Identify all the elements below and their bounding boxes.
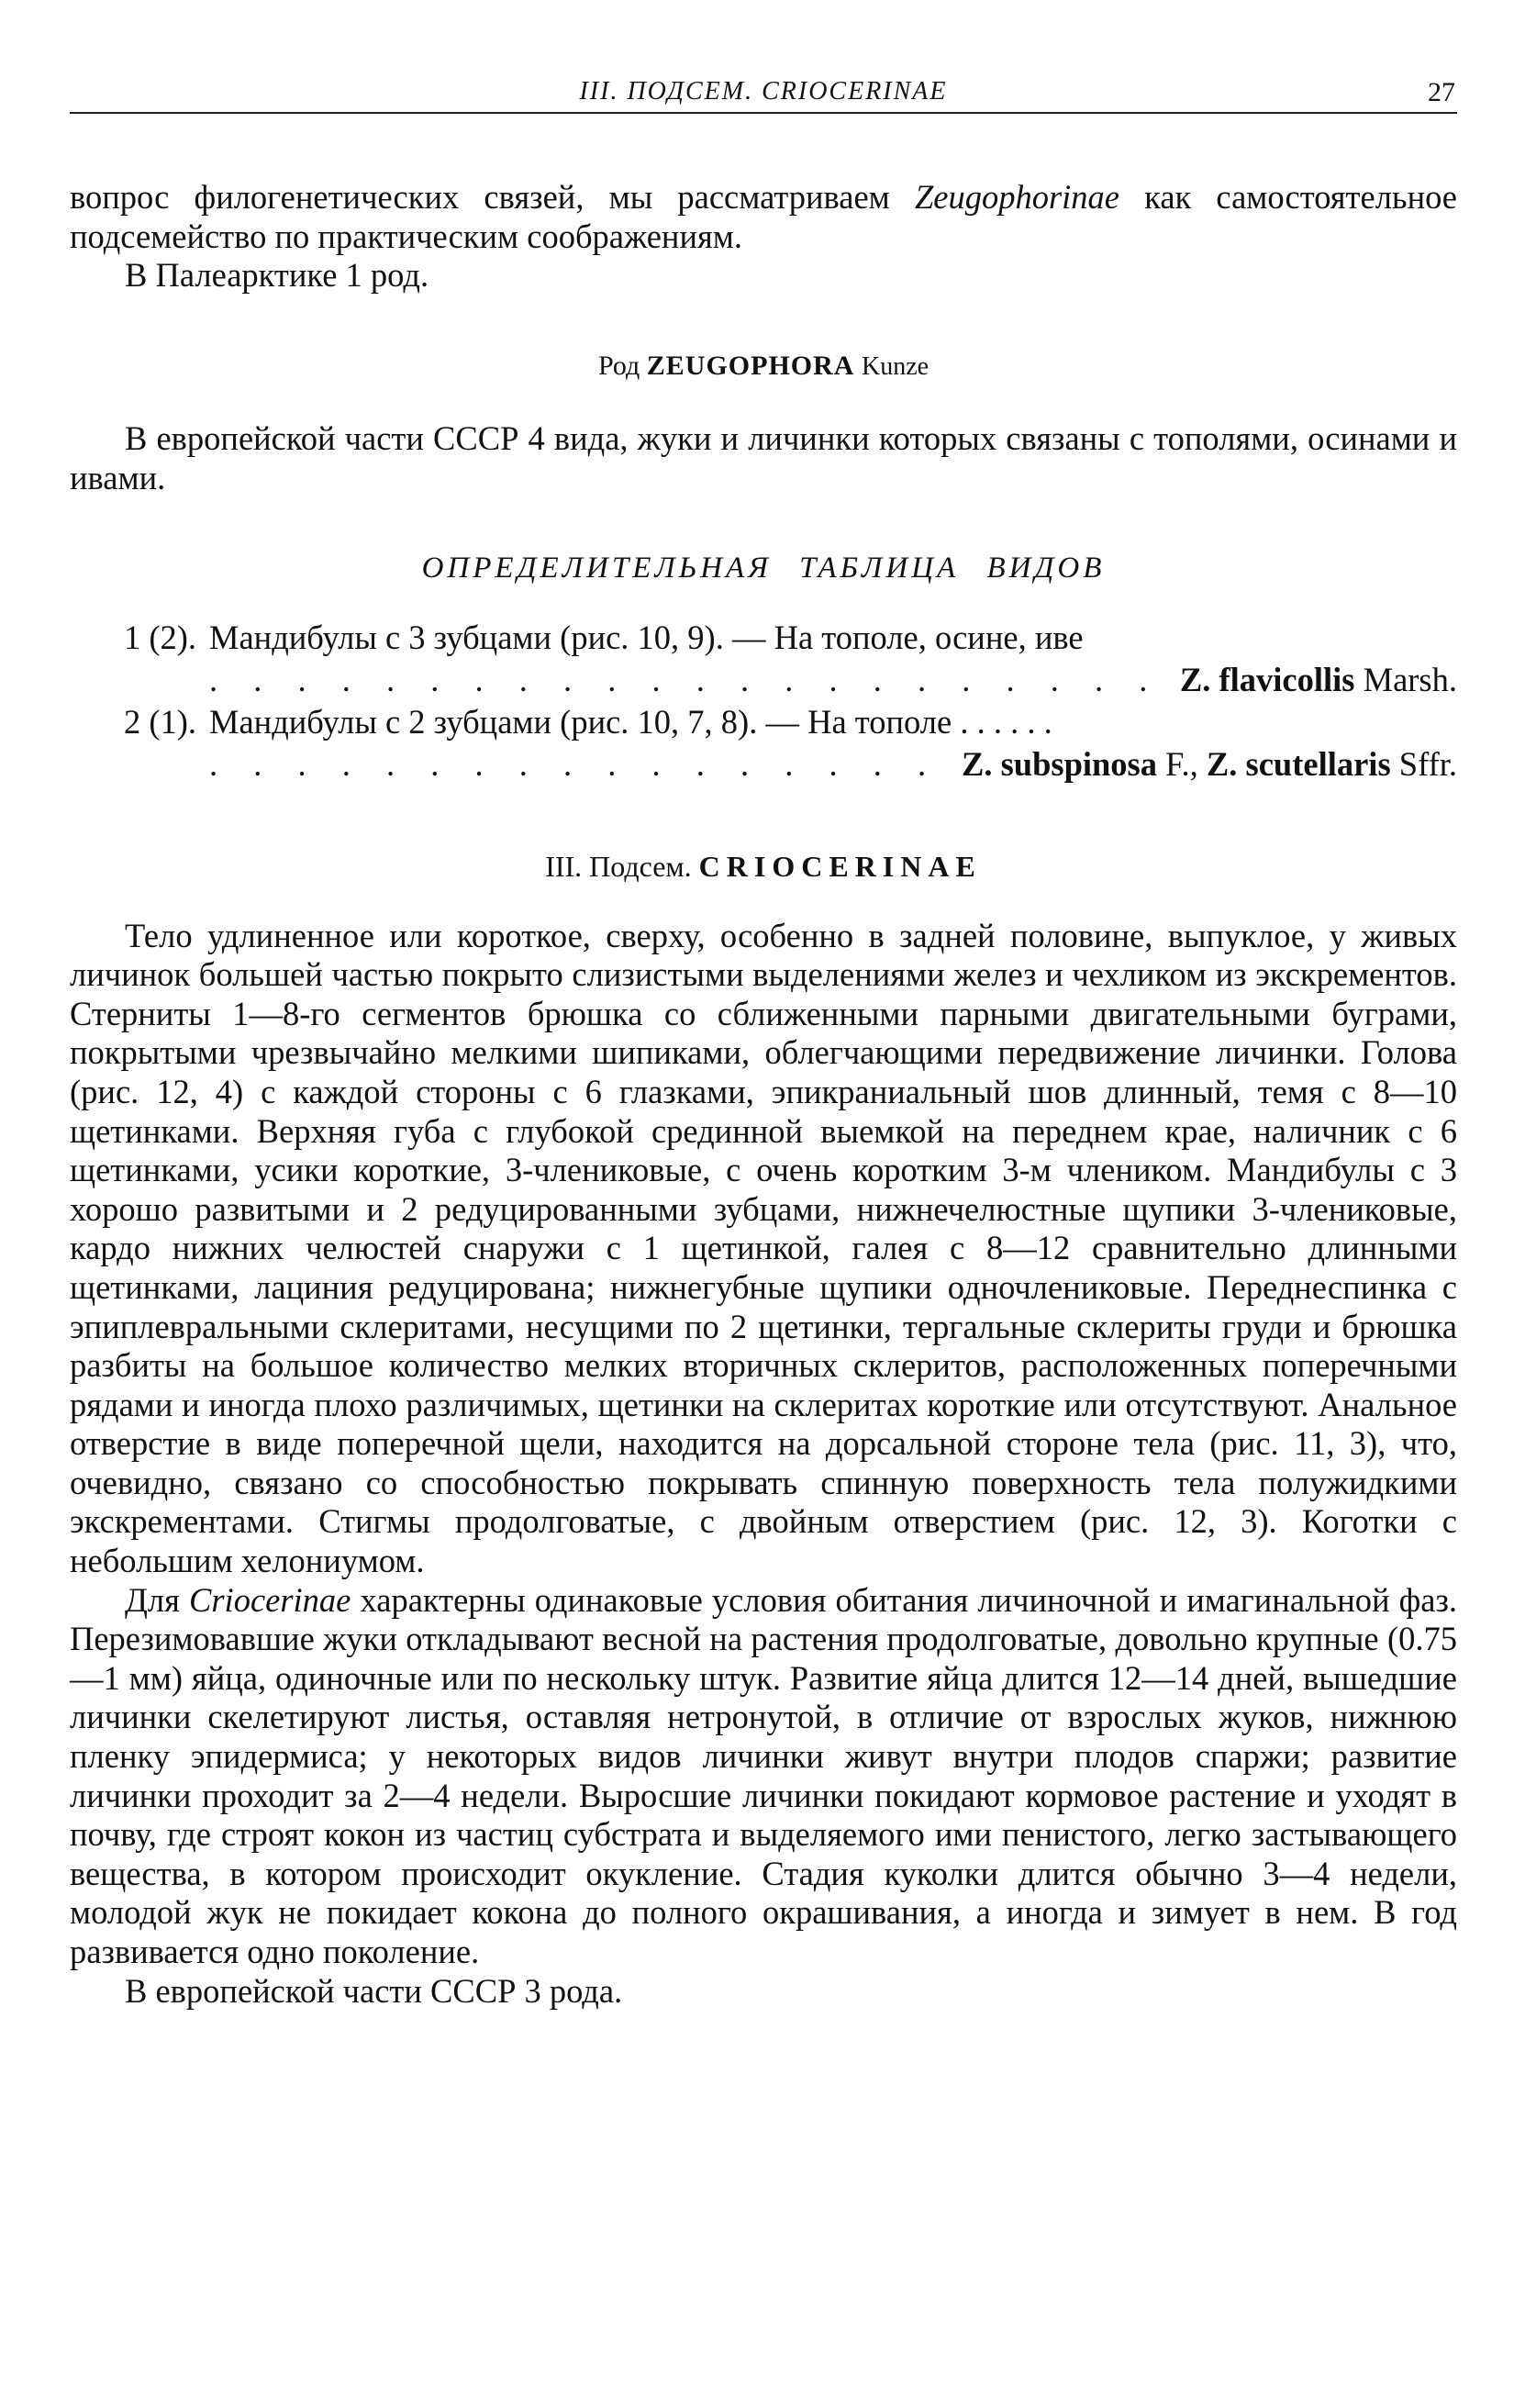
taxon-criocerinae: Criocerinae — [189, 1580, 351, 1619]
key-number: 2 (1). — [123, 702, 196, 741]
key-text: Мандибулы с 2 зубцами (рис. 10, 7, 8). — На тополе . . . . . . — [209, 702, 1052, 741]
larva-description: Тело удлиненное или короткое, сверху, особенно в задней половине, выпуклое, у живых личинок большей частью покрыто слизистыми выделениями желез и чехликом из экскрементов. Стерниты 1—8-го сегментов брюшка со сближенными парными двигательными буграми, покрытыми чрезвычайно мелкими шипиками, облегчающими передвижение личинки. Голова (рис. 12, 4) с каждой стороны с 6 глазками, эпикраниальный шов длинный, темя с 8—10 щетинками. Верхняя губа с глубокой срединной выемкой на переднем крае, наличник с 6 щетинками, усики короткие, 3-члениковые, с очень коротким 3-м члеником. Мандибулы с 3 хорошо развитыми и 2 редуцированными зубцами, нижнечелюстные щупики 3-члениковые, кардо нижних челюстей снаружи с 1 щетинкой, галея с 8—12 сравнительно длинными щетинками, лациния редуцирована; нижнегубные щупики одночлениковые. Переднеспинка с эпиплевральными склеритами, несущими по 2 щетинки, тергальные склериты груди и брюшка разбиты на большое количество мелких вторичных склеритов, расположенных поперечными рядами и иногда плохо различимых, щетинки на склеритах короткие или отсутствуют. Анальное отверстие в виде поперечной щели, находится на дорсальной стороне тела (рис. 11, 3), что, очевидно, связано со способностью покрывать спинную поверхность тела полужидкими экскрементами. Стигмы продолговатые, с двойным отверстием (рис. 12, 3). Коготки с небольшим хелониумом. — [70, 916, 1457, 1580]
intro-paragraph — [70, 178, 1457, 256]
subfamily-prefix: III. Подсем. — [545, 849, 692, 883]
key-text: Мандибулы с 3 зубцами (рис. 10, 9). — На тополе, осине, иве — [209, 618, 1084, 656]
key-heading: ОПРЕДЕЛИТЕЛЬНАЯ ТАБЛИЦА ВИДОВ — [421, 551, 1106, 585]
subfamily-body — [70, 917, 1457, 2012]
intro-section — [70, 178, 1457, 295]
subfamily-heading — [70, 850, 1457, 884]
key-result-2 — [70, 743, 1457, 786]
intro-text-start: вопрос филогенетических связей, мы рассматриваем — [70, 178, 915, 216]
genus-author: Kunze — [861, 351, 929, 381]
palearctic-note: В Палеарктике 1 род. — [125, 256, 429, 295]
species-names: Z. subspinosa F., Z. scutellaris Sffr. — [961, 744, 1457, 783]
key-number: 1 (2). — [123, 618, 196, 656]
leader-dots — [209, 743, 962, 786]
intro-text-end: как самостоятельное подсемейство по практическим соображениям. — [70, 178, 1457, 255]
genus-description: В европейской части СССР 4 вида, жуки и личинки которых связаны с тополями, осинами и ивами. — [70, 419, 1457, 496]
key-result-1 — [70, 659, 1457, 701]
key-entry-1 — [70, 617, 1457, 659]
subfamily-name: CRIOCERINAE — [698, 849, 982, 883]
species-key — [70, 617, 1457, 786]
species-name: Z. flavicollis Marsh. — [1179, 660, 1457, 698]
running-title: III. ПОДСЕМ. CRIOCERINAE — [579, 77, 948, 106]
key-entry-2 — [70, 701, 1457, 743]
running-head — [70, 64, 1457, 114]
genus-heading — [70, 347, 1457, 387]
leader-dots — [209, 659, 1180, 701]
biology-paragraph: Для Criocerinae характерны одинаковые условия обитания личиночной и имагинальной фаз. Перезимовавшие жуки откладывают весной на растения продолговатые, довольно крупные (0.75—1 мм) яйца, одиночные или по нескольку штук. Развитие яйца длится 12—14 дней, вышедшие личинки скелетируют листья, оставляя нетронутой, в отличие от взрослых жуков, нижнюю пленку эпидермиса; у некоторых видов личинки живут внутри плодов спаржи; развитие личинки проходит за 2—4 недели. Выросшие личинки покидают кормовое растение и уходят в почву, где строят кокон из частиц субстрата и выделяемого ими пенистого, легко застывающего вещества, в котором происходит окукление. Стадия куколки длится обычно 3—4 недели, молодой жук не покидает кокона до полного окрашивания, а иногда и зимует в нем. В год развивается одно поколение. — [70, 1580, 1457, 1970]
genera-count: В европейской части СССР 3 рода. — [125, 1971, 623, 2010]
page-number: 27 — [1428, 77, 1455, 107]
genus-label: Род — [597, 350, 640, 381]
genus-name: ZEUGOPHORA — [646, 350, 855, 381]
taxon-zeugophorinae: Zeugophorinae — [914, 178, 1119, 216]
book-page — [70, 64, 1457, 2011]
